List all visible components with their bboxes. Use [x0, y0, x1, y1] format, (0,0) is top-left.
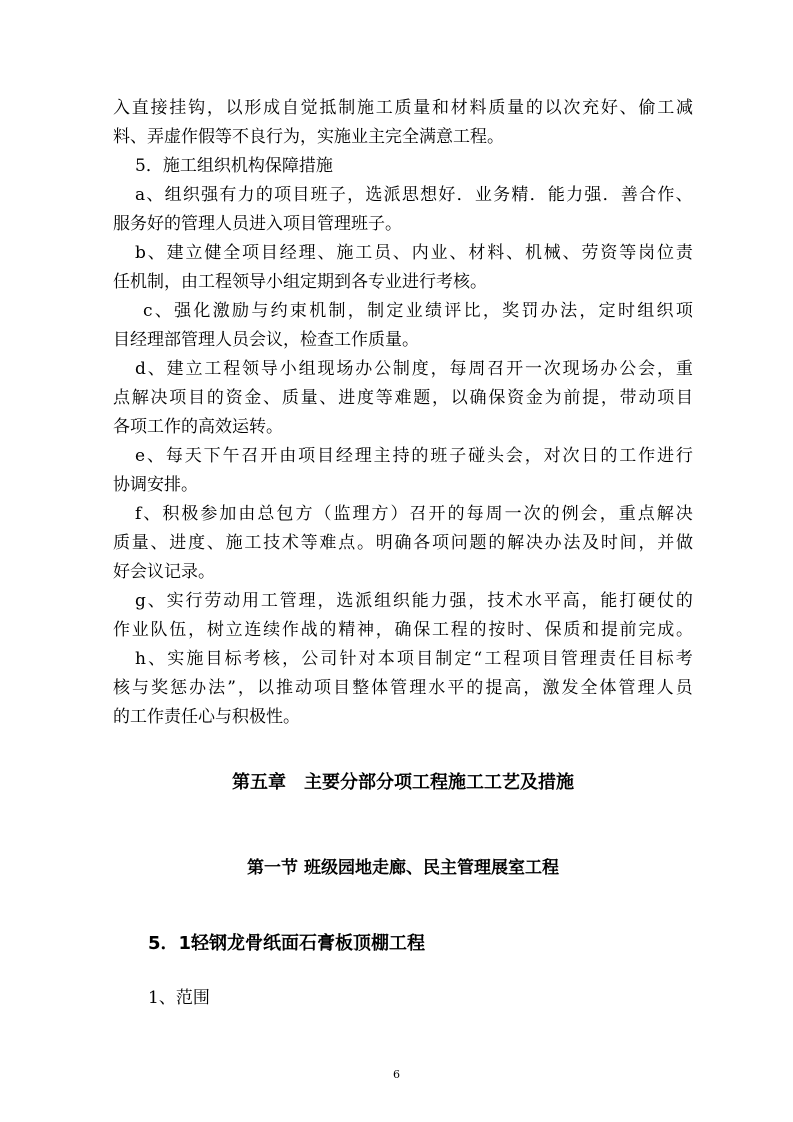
text-line: 各项工作的高效运转。 [113, 417, 283, 437]
text-line: 入 直 接 挂 钩 ， 以 形 成 自 觉 抵 制 施 工 质 量 和 材 料 质 量 的 以 次 充 好 、 偷 工 减 [113, 98, 693, 118]
text-line: 目经理部管理人员会议，检查工作质量。 [113, 330, 419, 350]
text-line: 核 与 奖 惩 办 法 ” ， 以 推 动 项 目 整 体 管 理 水 平 的 提 高 ， 激 发 全 体 管 理 人 员 [113, 678, 693, 698]
text-line: 好会议记录。 [113, 562, 215, 582]
text-line: e 、 每 天 下 午 召 开 由 项 目 经 理 主 持 的 班 子 碰 头 会 ， 对 次 日 的 工 作 进 行 [135, 446, 693, 466]
chapter-title: 第五章 主要分部分项工程施工工艺及措施 [232, 772, 574, 793]
text-line: d 、 建 立 工 程 领 导 小 组 现 场 办 公 制 度 ， 每 周 召 开 一 次 现 场 办 公 会 ， 重 [135, 359, 693, 379]
text-line: 任机制，由工程领导小组定期到各专业进行考核。 [113, 272, 487, 292]
text-line: f 、 积 极 参 加 由 总 包 方 （ 监 理 方 ） 召 开 的 每 周 一 次 的 例 会 ， 重 点 解 决 [135, 504, 693, 524]
text-line: 质 量 、 进 度 、 施 工 技 术 等 难 点 。 明 确 各 项 问 题 的 解 决 办 法 及 时 间 ， 并 做 [113, 533, 693, 553]
text-line: 的工作责任心与积极性。 [113, 707, 300, 727]
item-title: 1、范围 [148, 988, 210, 1008]
text-line: h 、 实 施 目 标 考 核 ， 公 司 针 对 本 项 目 制 定 “ 工 程 项 目 管 理 责 任 目 标 考 [135, 649, 693, 669]
text-line: 服务好的管理人员进入项目管理班子。 [113, 214, 402, 234]
text-line: 料、弄虚作假等不良行为，实施业主完全满意工程。 [113, 127, 504, 147]
text-line: b 、 建 立 健 全 项 目 经 理 、 施 工 员 、 内 业 、 材 料 、 机 械 、 劳 资 等 岗 位 责 [135, 243, 693, 263]
text-line: 5．施工组织机构保障措施 [135, 156, 333, 176]
subsection-title: 5．1轻钢龙骨纸面石膏板顶棚工程 [148, 933, 426, 954]
page-number: 6 [393, 1068, 400, 1081]
text-line: 协调安排。 [113, 475, 198, 495]
text-line: a 、 组 织 强 有 力 的 项 目 班 子 ， 选 派 思 想 好 ． 业 务 精 ． 能 力 强 ． 善 合 作 、 [135, 185, 693, 205]
text-line: 点 解 决 项 目 的 资 金 、 质 量 、 进 度 等 难 题 ， 以 确 保 资 金 为 前 提 ， 带 动 项 目 [113, 388, 693, 408]
text-line: 作 业 队 伍 ， 树 立 连 续 作 战 的 精 神 ， 确 保 工 程 的 按 时 、 保 质 和 提 前 完 成 。 [113, 620, 693, 640]
section-title: 第一节 班级园地走廊、民主管理展室工程 [247, 858, 559, 878]
text-line: c 、 强 化 激 励 与 约 束 机 制 ， 制 定 业 绩 评 比 ， 奖 罚 办 法 ， 定 时 组 织 项 [143, 301, 693, 321]
text-line: g 、 实 行 劳 动 用 工 管 理 ， 选 派 组 织 能 力 强 ， 技 术 水 平 高 ， 能 打 硬 仗 的 [135, 591, 693, 611]
body-text [113, 94, 693, 732]
